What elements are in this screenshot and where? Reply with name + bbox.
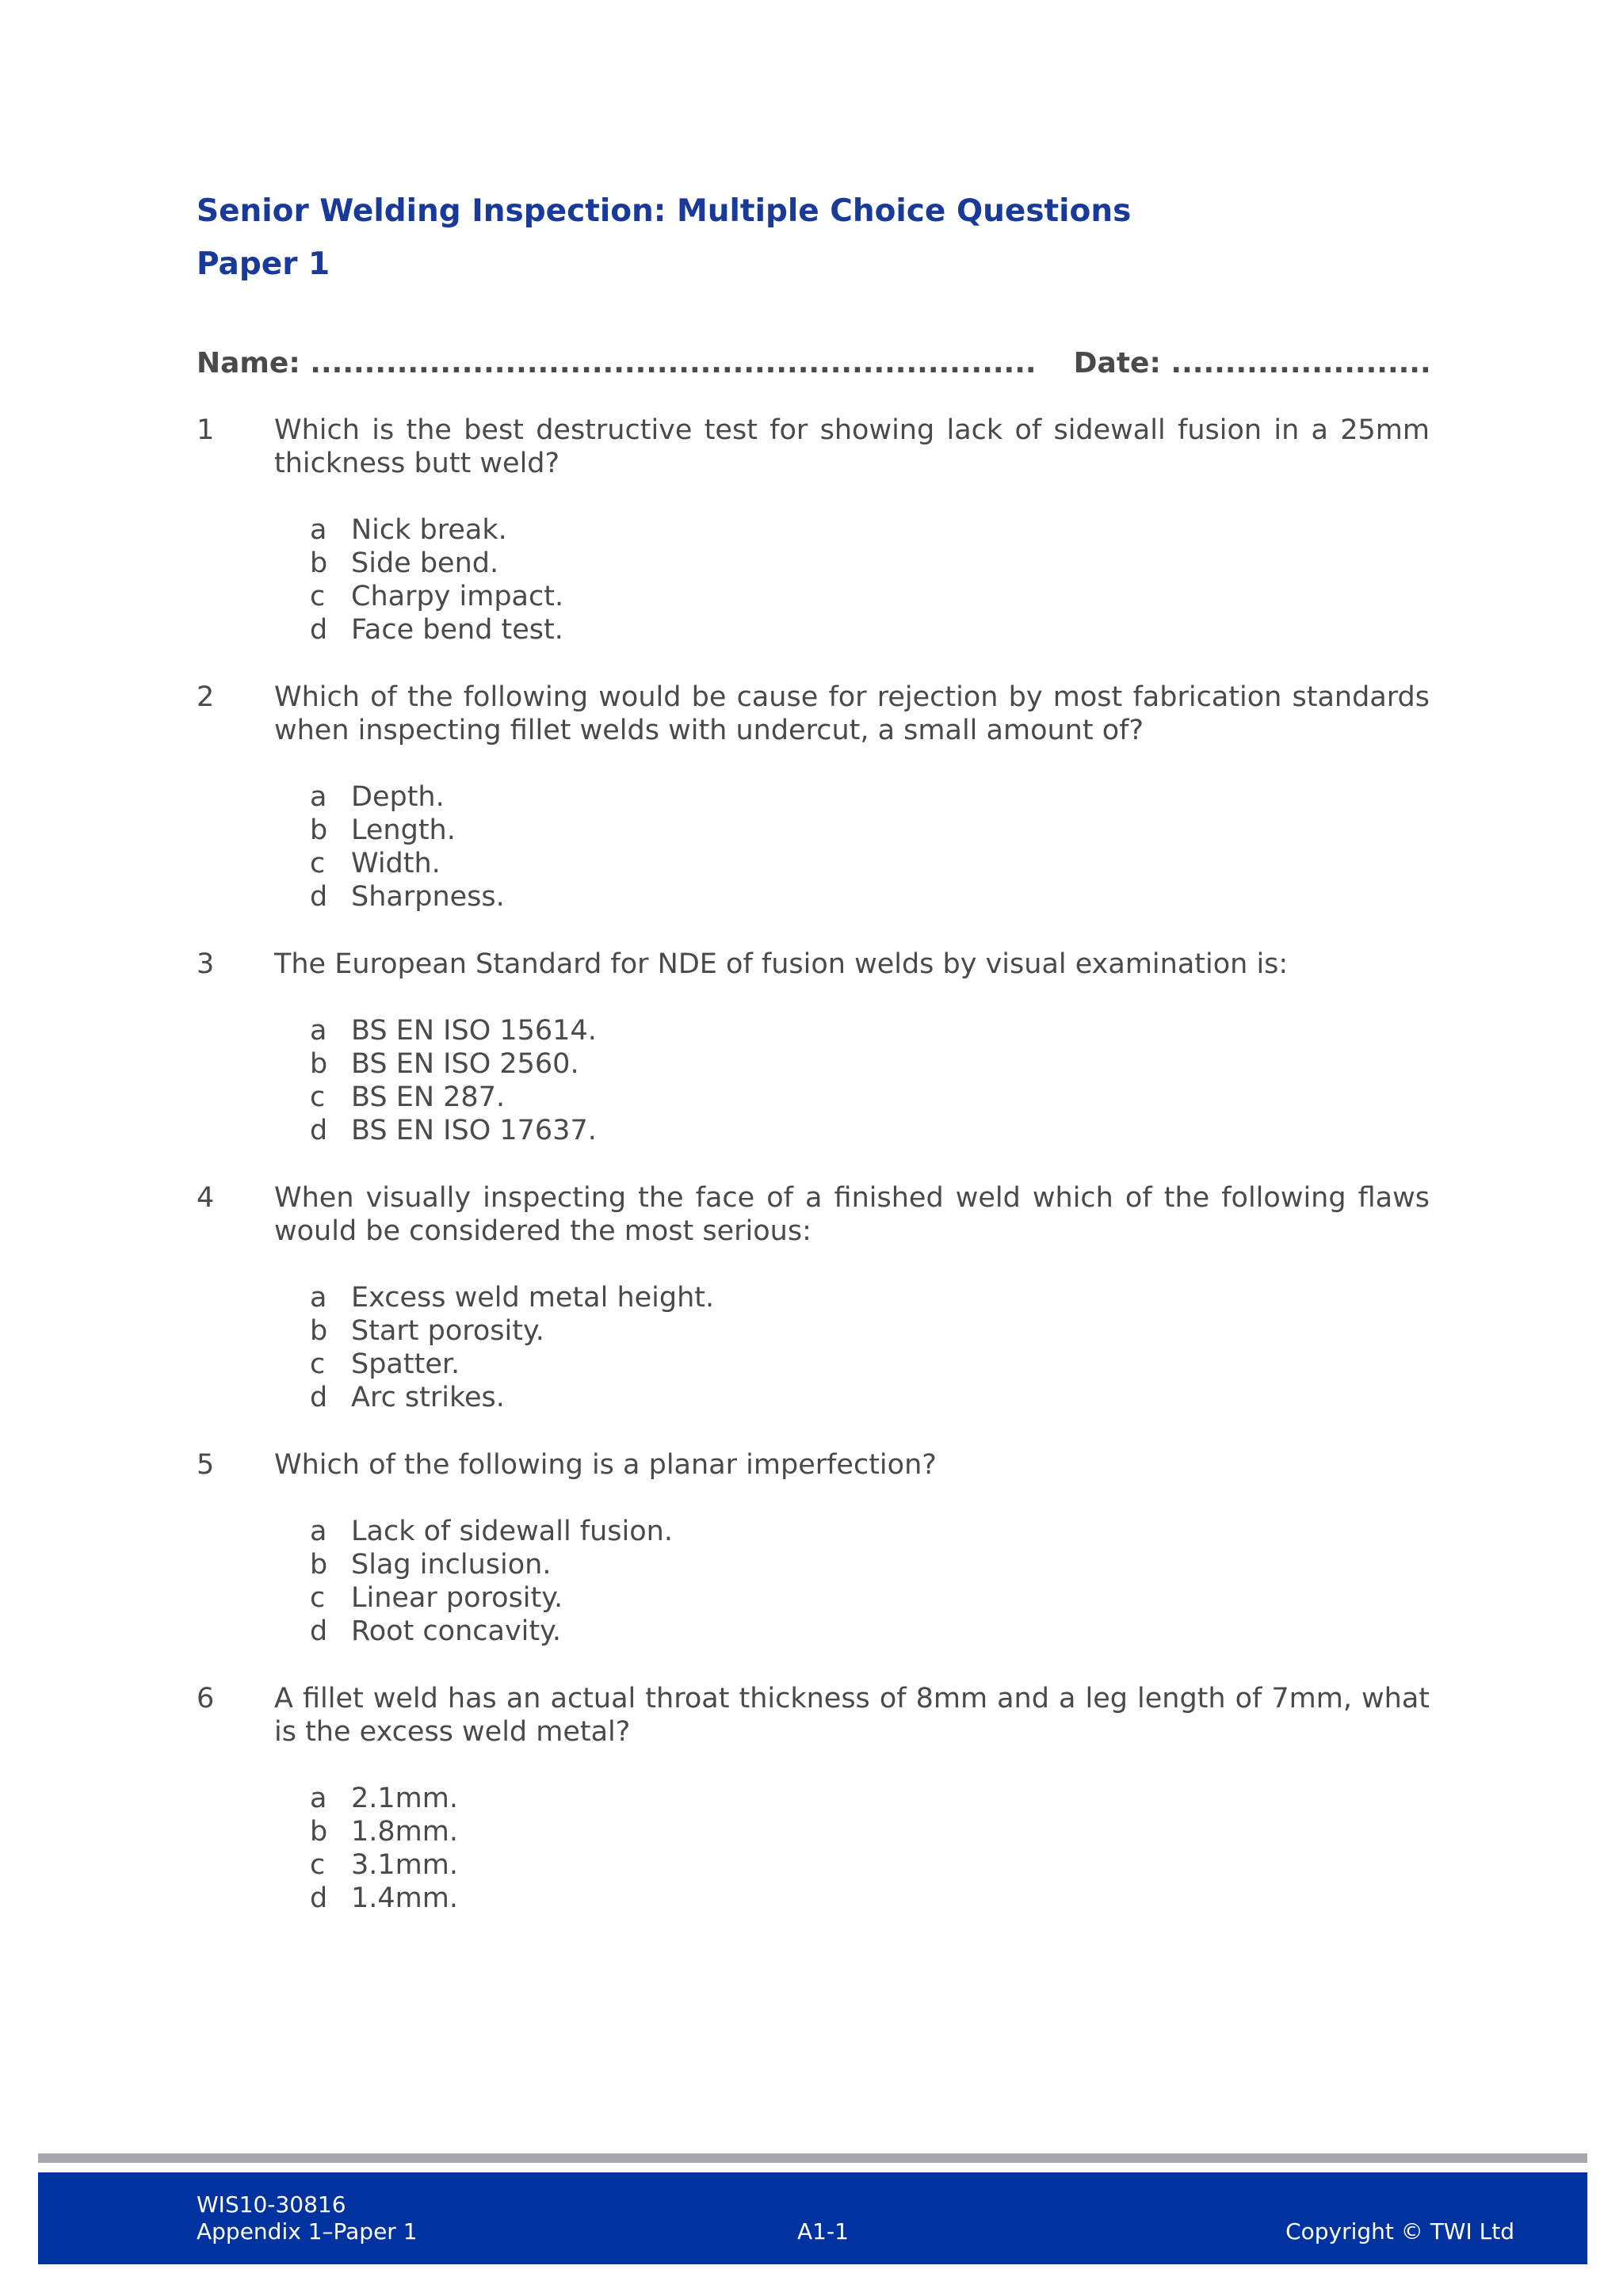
option-letter: a	[310, 514, 327, 546]
option-c	[310, 1348, 1430, 1381]
option-text: 2.1mm.	[351, 1783, 458, 1814]
option-text: BS EN 287.	[351, 1081, 506, 1113]
option-b	[310, 1548, 1430, 1581]
option-c	[310, 580, 1430, 613]
date-label: Date:	[1073, 347, 1161, 379]
option-text: 3.1mm.	[351, 1849, 458, 1881]
question-2	[197, 681, 1430, 913]
option-letter: b	[310, 1048, 328, 1080]
option-d	[310, 1114, 1430, 1147]
date-field: ........................	[1170, 347, 1431, 379]
option-text: Linear porosity.	[351, 1582, 563, 1614]
option-b	[310, 1047, 1430, 1081]
option-a	[310, 513, 1430, 547]
option-c	[310, 1581, 1430, 1615]
option-c	[310, 847, 1430, 880]
option-text: Nick break.	[351, 514, 507, 546]
option-text: Width.	[351, 848, 441, 879]
footer-appendix: Appendix 1–Paper 1	[197, 2218, 418, 2245]
option-list	[310, 1782, 1430, 1915]
option-b	[310, 1815, 1430, 1848]
option-text: 1.4mm.	[351, 1882, 458, 1914]
question-number: 5	[197, 1449, 215, 1481]
option-text: Face bend test.	[351, 614, 563, 646]
option-text: 1.8mm.	[351, 1816, 458, 1848]
question-3	[197, 948, 1430, 1147]
option-letter: c	[310, 1849, 326, 1881]
option-c	[310, 1848, 1430, 1882]
option-a	[310, 1014, 1430, 1047]
option-b	[310, 814, 1430, 847]
question-text: Which of the following would be cause for rejection by most fabrication standards when inspecting fillet welds with undercut, a small amount of?	[274, 681, 1430, 746]
question-number: 3	[197, 948, 215, 980]
footer-copyright: Copyright © TWI Ltd	[1285, 2218, 1514, 2245]
option-letter: b	[310, 814, 328, 846]
page-footer	[38, 2172, 1587, 2264]
option-text: BS EN ISO 17637.	[351, 1115, 597, 1146]
paper-subtitle: Paper 1	[197, 246, 330, 282]
name-label: Name:	[197, 347, 300, 379]
option-letter: d	[310, 881, 328, 913]
option-text: Length.	[351, 814, 456, 846]
option-a	[310, 1515, 1430, 1548]
option-letter: b	[310, 547, 328, 579]
option-letter: a	[310, 1783, 327, 1814]
option-text: Depth.	[351, 781, 445, 813]
option-text: Arc strikes.	[351, 1382, 505, 1413]
option-letter: a	[310, 1516, 327, 1547]
option-text: Start porosity.	[351, 1315, 544, 1347]
option-text: Spatter.	[351, 1348, 460, 1380]
option-list	[310, 1515, 1430, 1648]
option-text: Charpy impact.	[351, 581, 564, 612]
question-list	[197, 414, 1430, 1949]
option-letter: c	[310, 848, 326, 879]
question-number: 4	[197, 1182, 215, 1214]
option-list	[310, 513, 1430, 646]
option-a	[310, 1281, 1430, 1314]
option-letter: d	[310, 1615, 328, 1647]
question-number: 2	[197, 681, 215, 713]
option-letter: a	[310, 1282, 327, 1314]
question-1	[197, 414, 1430, 646]
option-letter: d	[310, 1382, 328, 1413]
option-letter: c	[310, 1582, 326, 1614]
option-text: Side bend.	[351, 547, 499, 579]
name-date-line	[197, 347, 1431, 379]
option-text: Excess weld metal height.	[351, 1282, 715, 1314]
question-6	[197, 1682, 1430, 1915]
option-d	[310, 613, 1430, 646]
page-title: Senior Welding Inspection: Multiple Choice Questions	[197, 193, 1132, 229]
option-d	[310, 880, 1430, 913]
option-b	[310, 1314, 1430, 1348]
question-text: The European Standard for NDE of fusion welds by visual examination is:	[274, 948, 1289, 980]
question-number: 1	[197, 414, 215, 446]
option-text: Slag inclusion.	[351, 1549, 552, 1581]
option-d	[310, 1882, 1430, 1915]
option-letter: a	[310, 781, 327, 813]
option-text: Root concavity.	[351, 1615, 561, 1647]
footer-doc-code: WIS10-30816	[197, 2191, 346, 2218]
option-text: Lack of sidewall fusion.	[351, 1516, 673, 1547]
option-letter: c	[310, 1348, 326, 1380]
option-letter: b	[310, 1549, 328, 1581]
footer-divider	[38, 2153, 1587, 2163]
option-d	[310, 1615, 1430, 1648]
question-text: When visually inspecting the face of a finished weld which of the following flaws would be considered the most serious:	[274, 1182, 1430, 1247]
question-4	[197, 1181, 1430, 1414]
option-letter: d	[310, 1115, 328, 1146]
option-list	[310, 1014, 1430, 1147]
option-letter: d	[310, 1882, 328, 1914]
option-text: Sharpness.	[351, 881, 505, 913]
question-5	[197, 1448, 1430, 1648]
option-list	[310, 1281, 1430, 1414]
option-letter: d	[310, 614, 328, 646]
option-letter: b	[310, 1315, 328, 1347]
option-letter: b	[310, 1816, 328, 1848]
option-d	[310, 1381, 1430, 1414]
option-list	[310, 780, 1430, 913]
option-text: BS EN ISO 2560.	[351, 1048, 579, 1080]
option-letter: c	[310, 581, 326, 612]
option-c	[310, 1081, 1430, 1114]
footer-page-number: A1-1	[797, 2218, 849, 2245]
name-field: ...................................................................	[310, 347, 1037, 379]
question-text: A fillet weld has an actual throat thickness of 8mm and a leg length of 7mm, what is the excess weld metal?	[274, 1683, 1430, 1748]
question-text: Which is the best destructive test for showing lack of sidewall fusion in a 25mm thickness butt weld?	[274, 414, 1430, 479]
option-letter: c	[310, 1081, 326, 1113]
question-number: 6	[197, 1683, 215, 1714]
option-b	[310, 547, 1430, 580]
option-a	[310, 1782, 1430, 1815]
option-a	[310, 780, 1430, 814]
option-letter: a	[310, 1015, 327, 1047]
question-text: Which of the following is a planar imperfection?	[274, 1449, 937, 1481]
option-text: BS EN ISO 15614.	[351, 1015, 597, 1047]
